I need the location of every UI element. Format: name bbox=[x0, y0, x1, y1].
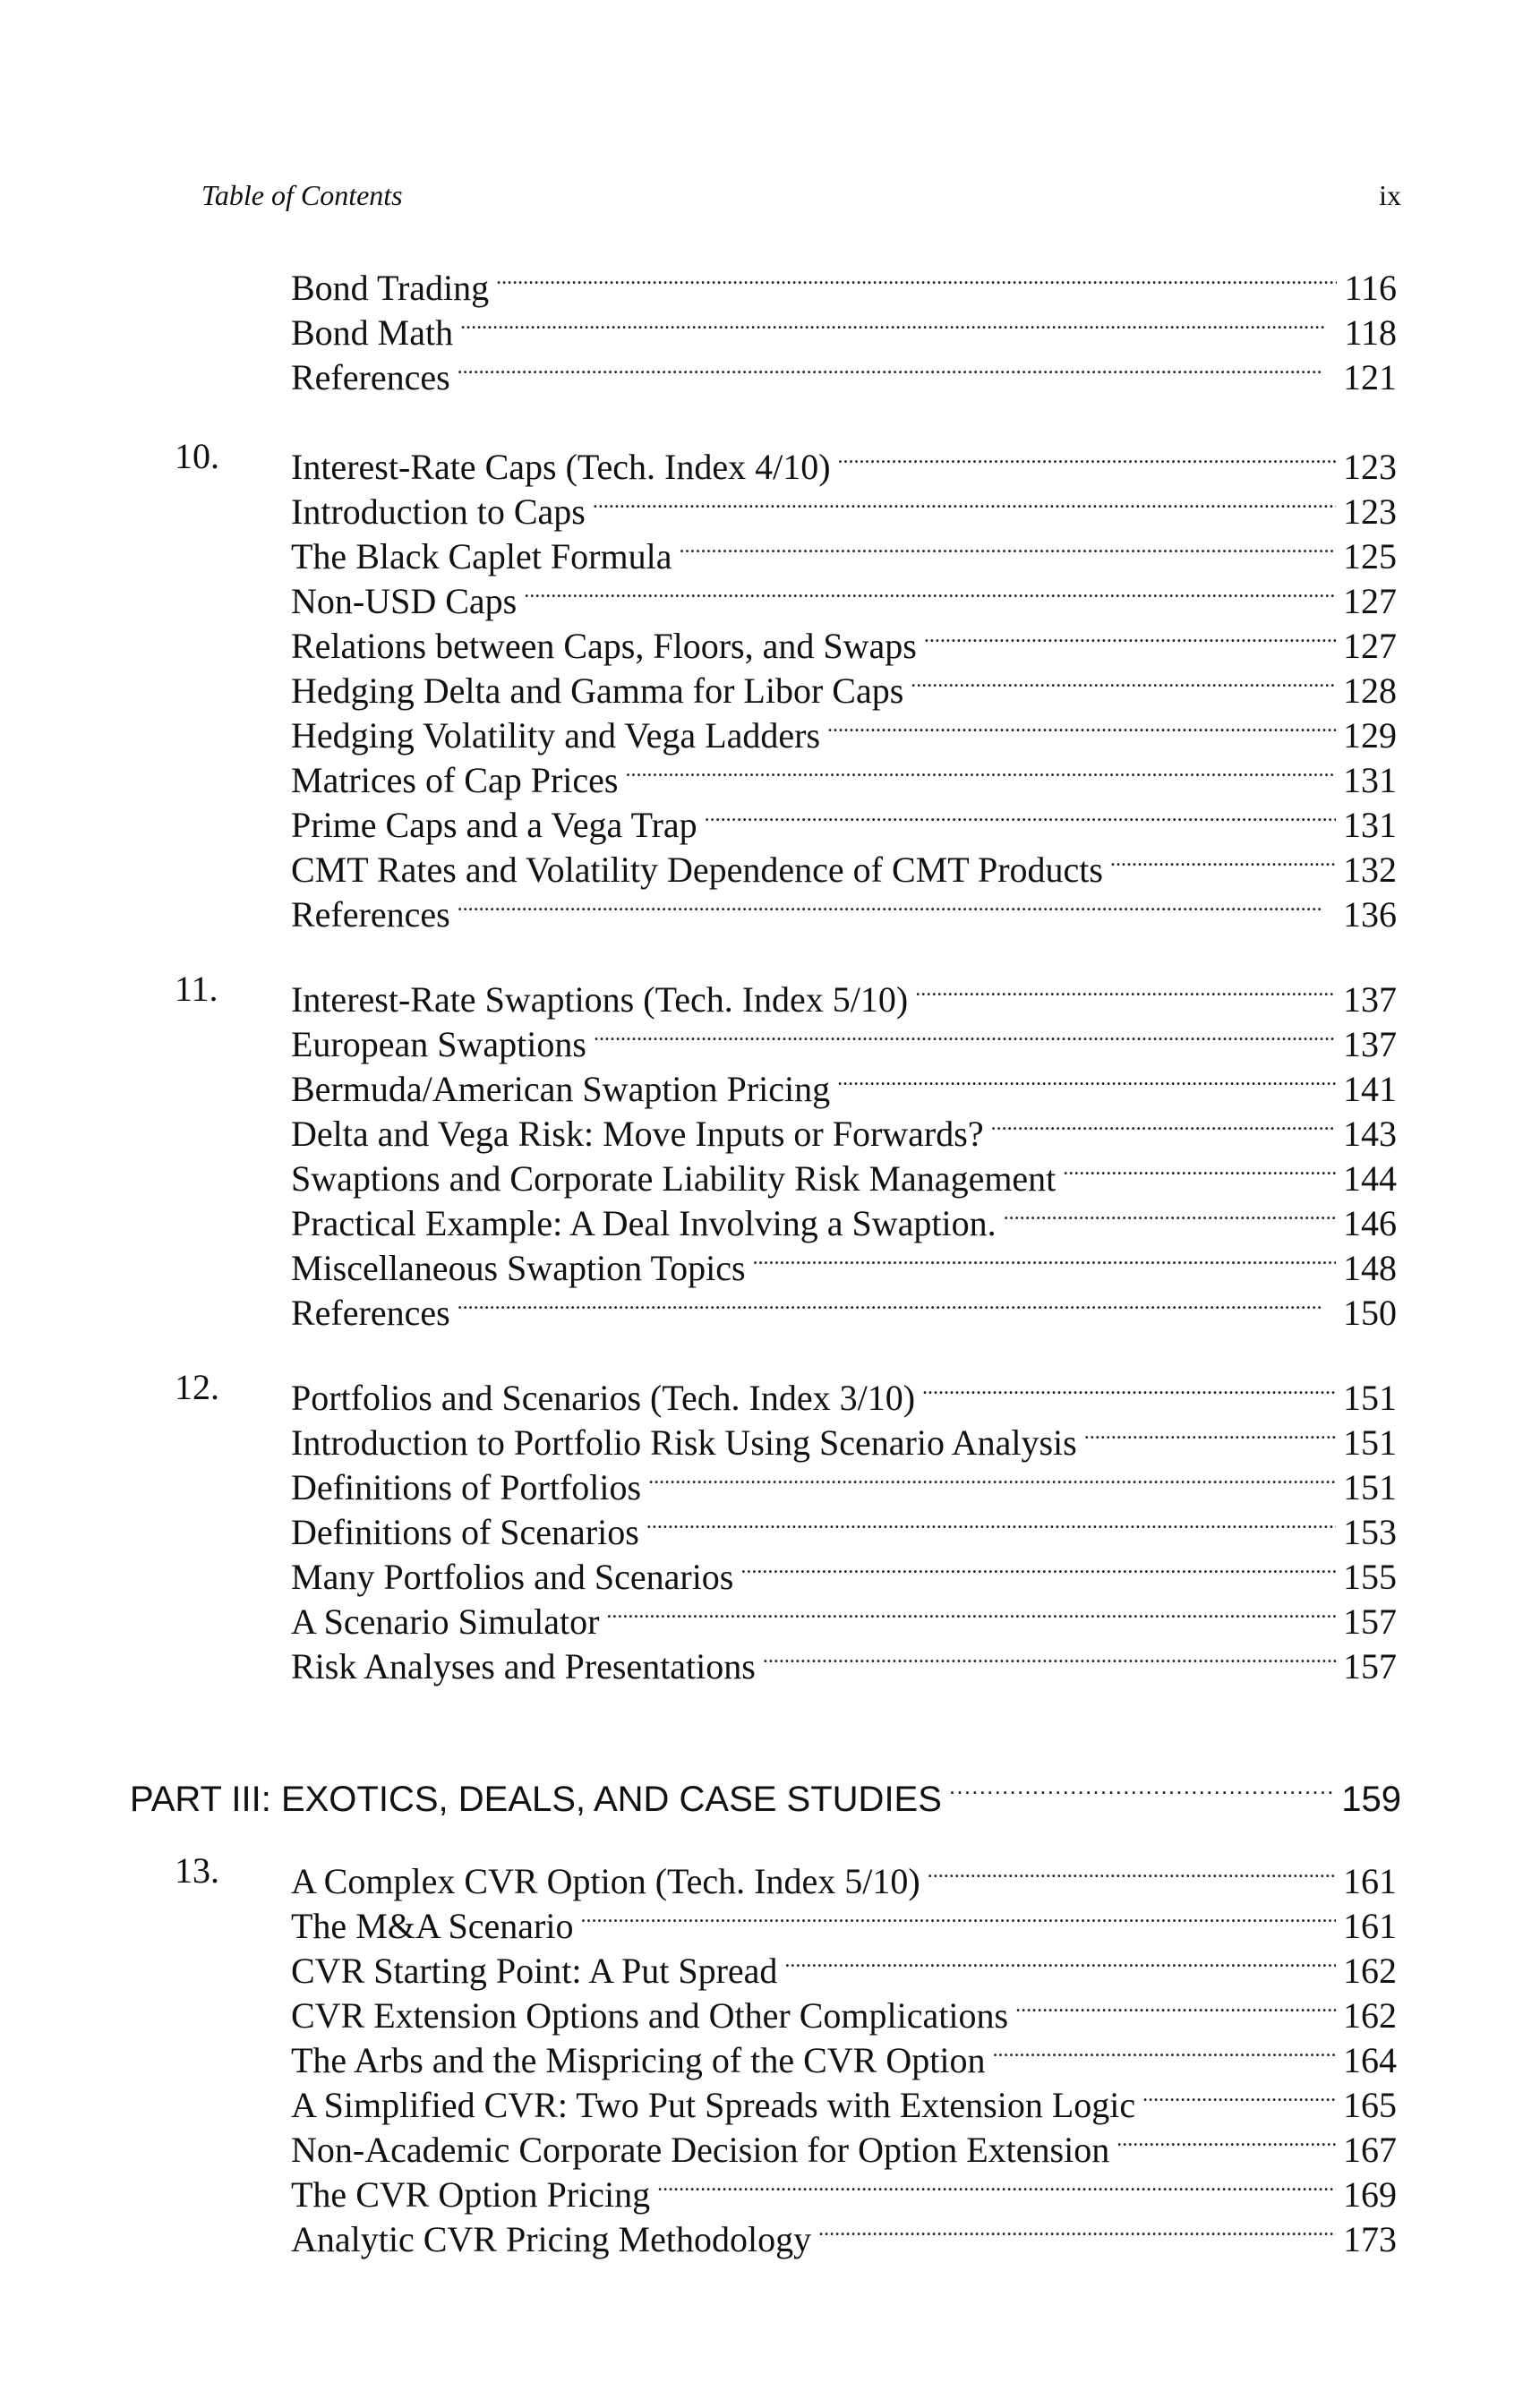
entry-page-number: 132 bbox=[1343, 850, 1397, 890]
dot-leader bbox=[1116, 2117, 1336, 2162]
toc-entry[interactable] bbox=[291, 2072, 1397, 2125]
entry-page-number: 173 bbox=[1343, 2219, 1397, 2259]
chapter-heading[interactable] bbox=[175, 1365, 1397, 1418]
toc-entry[interactable] bbox=[291, 1101, 1397, 1154]
toc-entry[interactable] bbox=[291, 1235, 1397, 1288]
toc-entry[interactable] bbox=[291, 1191, 1397, 1243]
toc-entry[interactable] bbox=[291, 1938, 1397, 1991]
page-number: ix bbox=[1379, 179, 1401, 211]
chapter-number: 13. bbox=[175, 1850, 219, 1891]
entry-page-number: 161 bbox=[1343, 1861, 1397, 1901]
entry-page-number: 141 bbox=[1343, 1069, 1397, 1109]
part-page-number: 159 bbox=[1341, 1780, 1401, 1819]
dot-leader bbox=[705, 792, 1336, 837]
dot-leader bbox=[911, 658, 1336, 703]
dot-leader bbox=[949, 1761, 1334, 1811]
dot-leader bbox=[496, 255, 1337, 300]
entry-page-number: 162 bbox=[1343, 1951, 1397, 1991]
dot-leader bbox=[524, 568, 1336, 613]
entry-title: Interest-Rate Swaptions (Tech. Index 5/10) bbox=[291, 979, 909, 1020]
entry-page-number: 144 bbox=[1343, 1158, 1397, 1199]
toc-entry[interactable] bbox=[291, 1146, 1397, 1199]
entry-title: Prime Caps and a Vega Trap bbox=[291, 805, 697, 845]
entry-title: Matrices of Cap Prices bbox=[291, 760, 619, 800]
entry-title: The CVR Option Pricing bbox=[291, 2174, 651, 2215]
toc-entry[interactable] bbox=[291, 1455, 1397, 1507]
toc-entry[interactable] bbox=[291, 1280, 1397, 1333]
entry-page-number: 136 bbox=[1343, 894, 1397, 935]
entry-page-number: 131 bbox=[1343, 805, 1397, 845]
entry-page-number: 162 bbox=[1343, 1995, 1397, 2036]
entry-page-number: 118 bbox=[1344, 312, 1397, 353]
toc-entry[interactable] bbox=[291, 255, 1397, 308]
running-header-title: Table of Contents bbox=[201, 179, 403, 211]
entry-title: Relations between Caps, Floors, and Swaps bbox=[291, 626, 917, 666]
dot-leader bbox=[1063, 1146, 1336, 1191]
toc-entry[interactable] bbox=[291, 1544, 1397, 1597]
entry-title: A Simplified CVR: Two Put Spreads with Extension Logic bbox=[291, 2085, 1136, 2125]
chapter-heading[interactable] bbox=[175, 434, 1397, 487]
entry-page-number: 151 bbox=[1343, 1467, 1397, 1507]
toc-entry[interactable] bbox=[291, 524, 1397, 576]
dot-leader bbox=[838, 434, 1336, 479]
toc-entry[interactable] bbox=[291, 613, 1397, 666]
toc-entry[interactable] bbox=[291, 2117, 1397, 2170]
dot-leader bbox=[922, 1365, 1336, 1410]
entry-title: Miscellaneous Swaption Topics bbox=[291, 1248, 746, 1288]
toc-entry[interactable] bbox=[291, 568, 1397, 621]
entry-title: Hedging Delta and Gamma for Libor Caps bbox=[291, 670, 904, 711]
dot-leader bbox=[818, 2207, 1336, 2251]
dot-leader bbox=[593, 479, 1336, 524]
dot-leader bbox=[594, 1012, 1336, 1056]
entry-title: Introduction to Caps bbox=[291, 491, 586, 532]
entry-title: Non-Academic Corporate Decision for Option Extension bbox=[291, 2130, 1110, 2170]
entry-page-number: 116 bbox=[1344, 268, 1397, 308]
dot-leader bbox=[740, 1544, 1336, 1589]
entry-page-number: 143 bbox=[1343, 1114, 1397, 1154]
entry-title: References bbox=[291, 357, 450, 397]
entry-page-number: 127 bbox=[1343, 626, 1397, 666]
entry-page-number: 137 bbox=[1343, 1024, 1397, 1064]
dot-leader bbox=[837, 1056, 1336, 1101]
entry-page-number: 128 bbox=[1343, 670, 1397, 711]
dot-leader bbox=[827, 703, 1336, 747]
entry-title: Delta and Vega Risk: Move Inputs or Forwards? bbox=[291, 1114, 984, 1154]
entry-title: CVR Starting Point: A Put Spread bbox=[291, 1951, 778, 1991]
entry-page-number: 165 bbox=[1343, 2085, 1397, 2125]
toc-entry[interactable] bbox=[291, 703, 1397, 756]
toc-entry[interactable] bbox=[291, 1983, 1397, 2036]
entry-page-number: 151 bbox=[1343, 1378, 1397, 1418]
entry-page-number: 127 bbox=[1343, 581, 1397, 621]
toc-entry[interactable] bbox=[291, 658, 1397, 711]
entry-page-number: 164 bbox=[1343, 2040, 1397, 2080]
chapter-number: 10. bbox=[175, 436, 219, 476]
dot-leader bbox=[1110, 837, 1336, 882]
entry-title: Analytic CVR Pricing Methodology bbox=[291, 2219, 812, 2259]
part-heading[interactable] bbox=[130, 1761, 1401, 1819]
toc-entry[interactable] bbox=[291, 747, 1397, 800]
entry-page-number: 123 bbox=[1343, 491, 1397, 532]
dot-leader bbox=[915, 967, 1336, 1012]
entry-title: A Scenario Simulator bbox=[291, 1601, 600, 1642]
entry-title: European Swaptions bbox=[291, 1024, 586, 1064]
entry-page-number: 169 bbox=[1343, 2174, 1397, 2215]
dot-leader bbox=[784, 1938, 1336, 1983]
chapter-number: 11. bbox=[175, 969, 218, 1009]
entry-title: Bond Trading bbox=[291, 268, 490, 308]
entry-page-number: 123 bbox=[1343, 447, 1397, 487]
chapter-heading[interactable] bbox=[175, 1849, 1397, 1901]
dot-leader bbox=[657, 2162, 1336, 2207]
dot-leader bbox=[458, 1280, 1336, 1325]
dot-leader bbox=[924, 613, 1336, 658]
entry-page-number: 167 bbox=[1343, 2130, 1397, 2170]
entry-title: Bond Math bbox=[291, 312, 454, 353]
entry-title: CVR Extension Options and Other Complications bbox=[291, 1995, 1009, 2036]
chapter-heading[interactable] bbox=[175, 967, 1397, 1020]
entry-title: The Black Caplet Formula bbox=[291, 536, 672, 576]
entry-page-number: 157 bbox=[1343, 1601, 1397, 1642]
toc-entry[interactable] bbox=[291, 300, 1397, 353]
dot-leader bbox=[991, 1101, 1336, 1146]
entry-title: Bermuda/American Swaption Pricing bbox=[291, 1069, 831, 1109]
toc-entry[interactable] bbox=[291, 1012, 1397, 1064]
entry-title: Definitions of Scenarios bbox=[291, 1512, 639, 1552]
entry-page-number: 125 bbox=[1343, 536, 1397, 576]
part-title: PART III: EXOTICS, DEALS, AND CASE STUDIES bbox=[130, 1780, 942, 1819]
toc-entry[interactable] bbox=[291, 2028, 1397, 2080]
entry-title: Definitions of Portfolios bbox=[291, 1467, 642, 1507]
entry-title: CMT Rates and Volatility Dependence of CMT Products bbox=[291, 850, 1103, 890]
entry-page-number: 131 bbox=[1343, 760, 1397, 800]
entry-page-number: 121 bbox=[1343, 357, 1397, 397]
entry-title: Many Portfolios and Scenarios bbox=[291, 1557, 734, 1597]
dot-leader bbox=[1015, 1983, 1336, 2028]
toc-entry[interactable] bbox=[291, 792, 1397, 845]
entry-page-number: 161 bbox=[1343, 1906, 1397, 1946]
entry-page-number: 146 bbox=[1343, 1203, 1397, 1243]
entry-page-number: 148 bbox=[1343, 1248, 1397, 1288]
entry-title: Risk Analyses and Presentations bbox=[291, 1646, 756, 1686]
entry-title: Practical Example: A Deal Involving a Swaption. bbox=[291, 1203, 997, 1243]
toc-entry[interactable] bbox=[291, 882, 1397, 935]
toc-entry[interactable] bbox=[291, 1589, 1397, 1642]
entry-title: The M&A Scenario bbox=[291, 1906, 574, 1946]
toc-entry[interactable] bbox=[291, 479, 1397, 532]
dot-leader bbox=[606, 1589, 1336, 1634]
dot-leader bbox=[1142, 2072, 1336, 2117]
entry-page-number: 155 bbox=[1343, 1557, 1397, 1597]
dot-leader bbox=[646, 1499, 1336, 1544]
dot-leader bbox=[581, 1893, 1337, 1938]
toc-entry[interactable] bbox=[291, 1410, 1397, 1463]
entry-page-number: 151 bbox=[1343, 1422, 1397, 1463]
entry-page-number: 150 bbox=[1343, 1293, 1397, 1333]
toc-entry[interactable] bbox=[291, 1893, 1397, 1946]
entry-title: Interest-Rate Caps (Tech. Index 4/10) bbox=[291, 447, 831, 487]
entry-title: References bbox=[291, 1293, 450, 1333]
entry-title: Hedging Volatility and Vega Ladders bbox=[291, 715, 821, 756]
dot-leader bbox=[458, 882, 1336, 926]
dot-leader bbox=[458, 345, 1336, 389]
dot-leader bbox=[928, 1849, 1336, 1893]
dot-leader bbox=[625, 747, 1336, 792]
dot-leader bbox=[648, 1455, 1336, 1499]
entry-title: References bbox=[291, 894, 450, 935]
entry-page-number: 137 bbox=[1343, 979, 1397, 1020]
dot-leader bbox=[992, 2028, 1336, 2072]
dot-leader bbox=[763, 1634, 1336, 1678]
toc-entry[interactable] bbox=[291, 1499, 1397, 1552]
dot-leader bbox=[753, 1235, 1336, 1280]
entry-title: Swaptions and Corporate Liability Risk Management bbox=[291, 1158, 1057, 1199]
chapter-number: 12. bbox=[175, 1367, 219, 1407]
entry-title: Portfolios and Scenarios (Tech. Index 3/10) bbox=[291, 1378, 916, 1418]
entry-page-number: 157 bbox=[1343, 1646, 1397, 1686]
toc-entry[interactable] bbox=[291, 1634, 1397, 1686]
dot-leader bbox=[460, 300, 1337, 345]
toc-entry[interactable] bbox=[291, 1056, 1397, 1109]
dot-leader bbox=[1084, 1410, 1336, 1455]
entry-title: Non-USD Caps bbox=[291, 581, 518, 621]
toc-entry[interactable] bbox=[291, 345, 1397, 397]
dot-leader bbox=[1004, 1191, 1336, 1235]
toc-entry[interactable] bbox=[291, 2207, 1397, 2259]
running-header bbox=[201, 179, 1401, 224]
entry-title: A Complex CVR Option (Tech. Index 5/10) bbox=[291, 1861, 920, 1901]
entry-page-number: 153 bbox=[1343, 1512, 1397, 1552]
entry-page-number: 129 bbox=[1343, 715, 1397, 756]
dot-leader bbox=[679, 524, 1336, 568]
toc-entry[interactable] bbox=[291, 2162, 1397, 2215]
entry-title: The Arbs and the Mispricing of the CVR Option bbox=[291, 2040, 986, 2080]
entry-title: Introduction to Portfolio Risk Using Scenario Analysis bbox=[291, 1422, 1077, 1463]
toc-entry[interactable] bbox=[291, 837, 1397, 890]
